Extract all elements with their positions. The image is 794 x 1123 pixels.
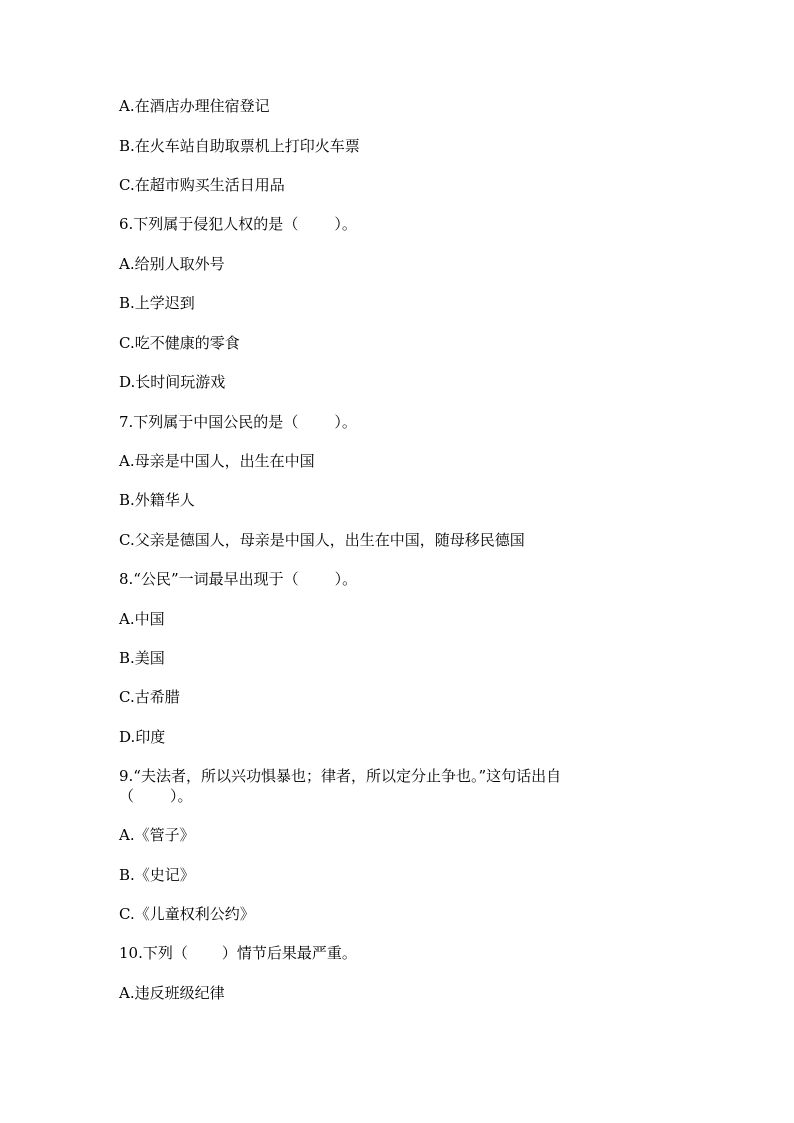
question-7-end: ）。 xyxy=(334,413,357,431)
question-8 xyxy=(119,570,679,589)
option-8b: B.美国 xyxy=(119,649,165,667)
question-6-stem: 6.下列属于侵犯人权的是（ xyxy=(119,215,299,233)
option-8d: D.印度 xyxy=(119,728,166,746)
option-6d: D.长时间玩游戏 xyxy=(119,373,226,391)
option-7a: A.母亲是中国人，出生在中国 xyxy=(119,452,315,470)
question-9-line-2 xyxy=(119,787,679,806)
question-10 xyxy=(119,944,679,963)
option-9b: B.《史记》 xyxy=(119,866,195,884)
option-8a: A.中国 xyxy=(119,610,165,628)
option-7c: C.父亲是德国人，母亲是中国人，出生在中国，随母移民德国 xyxy=(119,531,525,549)
option-6c: C.吃不健康的零食 xyxy=(119,334,240,352)
option-8c: C.古希腊 xyxy=(119,688,180,706)
option-5a: A.在酒店办理住宿登记 xyxy=(119,97,270,115)
option-7b: B.外籍华人 xyxy=(119,491,195,509)
option-6a: A.给别人取外号 xyxy=(119,255,225,273)
question-9-open: （ xyxy=(119,787,135,805)
option-9c: C.《儿童权利公约》 xyxy=(119,905,255,923)
question-8-stem: 8.“公民”一词最早出现于（ xyxy=(119,570,299,588)
question-7 xyxy=(119,413,679,432)
question-10-end: ）情节后果最严重。 xyxy=(221,944,357,962)
question-7-stem: 7.下列属于中国公民的是（ xyxy=(119,413,299,431)
question-10-stem: 10.下列（ xyxy=(119,944,188,962)
option-10a: A.违反班级纪律 xyxy=(119,984,225,1002)
option-5b: B.在火车站自助取票机上打印火车票 xyxy=(119,137,360,155)
question-6-end: ）。 xyxy=(334,215,357,233)
option-5c: C.在超市购买生活日用品 xyxy=(119,176,285,194)
question-9: 9.“夫法者，所以兴功惧暴也；律者，所以定分止争也。”这句话出自 xyxy=(119,767,562,785)
option-9a: A.《管子》 xyxy=(119,826,195,844)
option-6b: B.上学迟到 xyxy=(119,294,195,312)
question-9-end: ）。 xyxy=(170,787,193,805)
question-6 xyxy=(119,215,679,234)
question-8-end: ）。 xyxy=(334,570,358,588)
